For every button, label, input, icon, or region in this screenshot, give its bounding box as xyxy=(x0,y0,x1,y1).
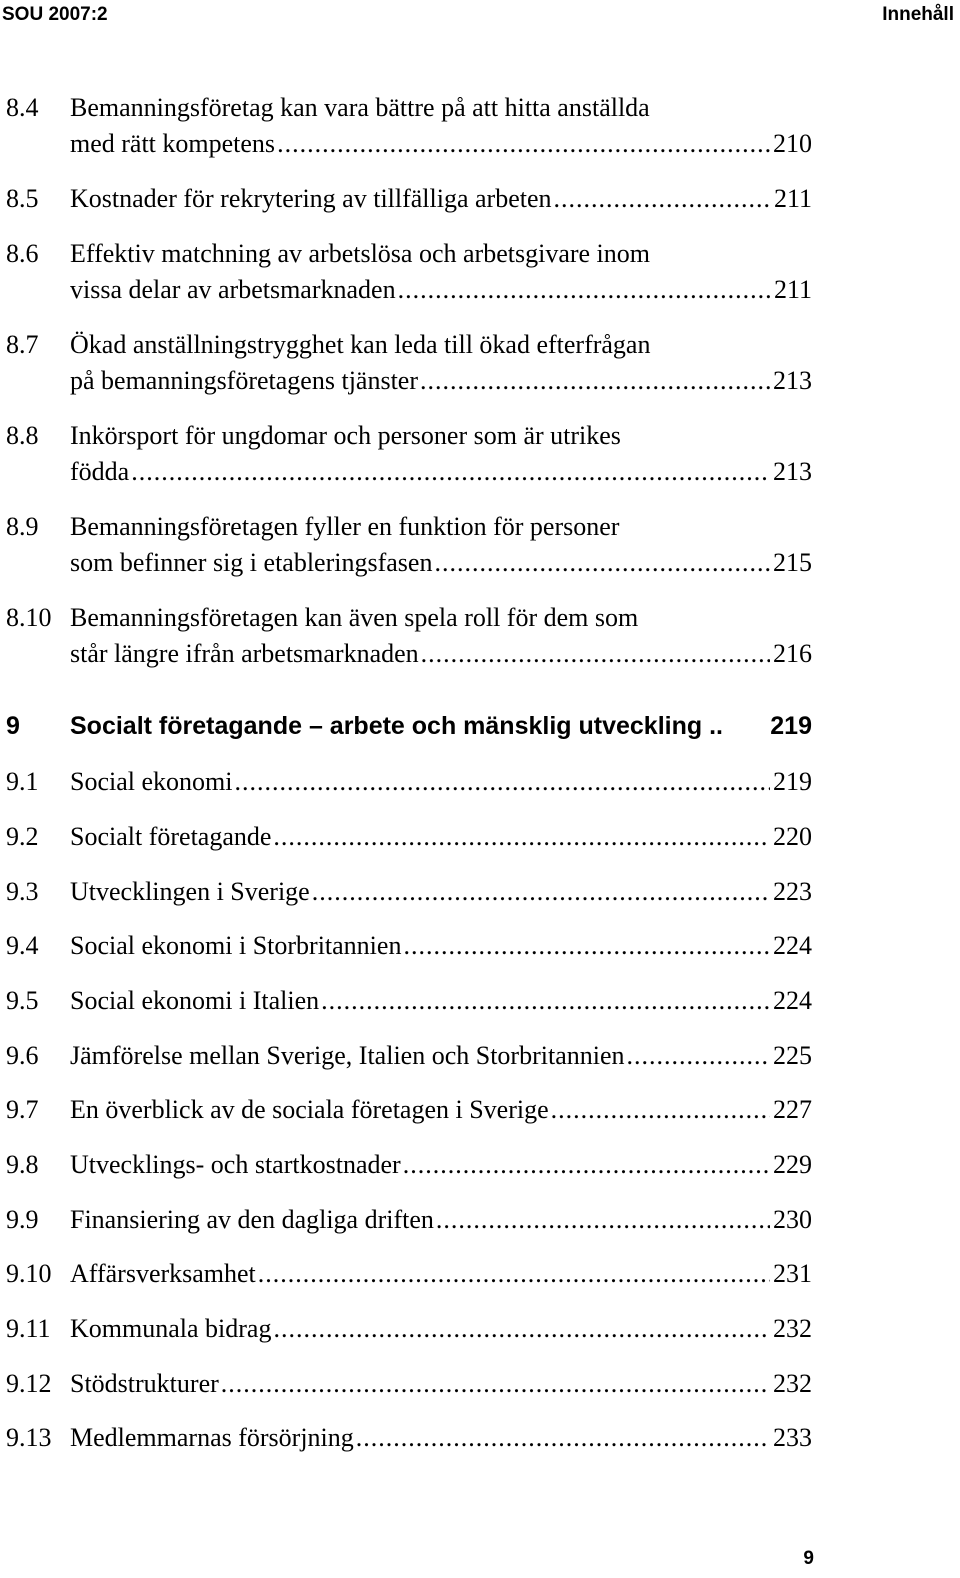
dot-leader xyxy=(221,1366,770,1402)
toc-entry-number: 9.9 xyxy=(6,1205,39,1234)
chapter-number: 9 xyxy=(6,712,20,740)
toc-entry-number: 8.9 xyxy=(6,512,39,541)
toc-entry-number: 9.4 xyxy=(6,931,39,960)
toc-entry-title-line: Kostnader för rekrytering av tillfälliga arbeten xyxy=(70,184,552,213)
toc-entry-number: 9.8 xyxy=(6,1150,39,1179)
toc-page-number: 223 xyxy=(773,877,812,906)
toc-entry-number: 9.13 xyxy=(6,1423,52,1452)
dot-leader xyxy=(234,764,770,800)
toc-page-number: 224 xyxy=(773,986,812,1015)
toc-entry-title-line: Stödstrukturer xyxy=(70,1369,219,1398)
toc-entry-title-line: En överblick av de sociala företagen i Sverige xyxy=(70,1095,549,1124)
toc-entry-title-line: Inkörsport för ungdomar och personer som är utrikes xyxy=(70,421,621,450)
toc-page-number: 229 xyxy=(773,1150,812,1179)
toc-page-number: 211 xyxy=(773,184,812,213)
toc-page-number: 230 xyxy=(773,1205,812,1234)
toc-entry-title-line: Bemanningsföretag kan vara bättre på att hitta anställda xyxy=(70,93,650,122)
toc-entry-number: 8.10 xyxy=(6,603,52,632)
toc-entry-title-line: Ökad anställningstrygghet kan leda till ökad efterfrågan xyxy=(70,330,651,359)
toc-entry-title-line: Bemanningsföretagen kan även spela roll för dem som xyxy=(70,603,639,632)
toc-entry-number: 8.6 xyxy=(6,239,39,268)
toc-entry-title-line: födda xyxy=(70,457,130,486)
toc-page-number: 219 xyxy=(773,767,812,796)
toc-entry-number: 8.5 xyxy=(6,184,39,213)
toc-entry-number: 9.7 xyxy=(6,1095,39,1124)
toc-entry-number: 9.6 xyxy=(6,1041,39,1070)
dot-leader xyxy=(356,1420,770,1456)
toc-page-number: 216 xyxy=(773,639,812,668)
toc-entry-title-line: Jämförelse mellan Sverige, Italien och Storbritannien xyxy=(70,1041,625,1070)
toc-page-number: 232 xyxy=(773,1314,812,1343)
toc-entry-title-line: vissa delar av arbetsmarknaden xyxy=(70,275,396,304)
toc-entry-number: 9.11 xyxy=(6,1314,51,1343)
toc-entry-title-line: på bemanningsföretagens tjänster xyxy=(70,366,418,395)
toc-entry-title-line: Social ekonomi xyxy=(70,767,233,796)
toc-entry-title-line: med rätt kompetens xyxy=(70,129,276,158)
dot-leader xyxy=(273,819,770,855)
toc-page-number: 232 xyxy=(773,1369,812,1398)
toc-page-number: 227 xyxy=(773,1095,812,1124)
toc-page-number: 224 xyxy=(773,931,812,960)
page-number: 9 xyxy=(803,1548,814,1569)
toc-entry-number: 8.4 xyxy=(6,93,39,122)
dot-leader xyxy=(131,454,770,490)
toc-entry-title-line: Social ekonomi i Storbritannien xyxy=(70,931,402,960)
toc-entry-number: 9.10 xyxy=(6,1259,52,1288)
toc-entry-title-line: Utvecklings- och startkostnader xyxy=(70,1150,401,1179)
chapter-page-number: 219 xyxy=(770,712,812,740)
dot-leader xyxy=(420,363,770,399)
toc-page-number: 233 xyxy=(773,1423,812,1452)
chapter-title: Socialt företagande – arbete och mänsklig utveckling .. xyxy=(70,712,723,740)
toc-entry-number: 9.1 xyxy=(6,767,39,796)
toc-entry-title-line: Utvecklingen i Sverige xyxy=(70,877,310,906)
running-header xyxy=(0,4,954,28)
dot-leader xyxy=(627,1038,771,1074)
toc-entry-title-line: står längre ifrån arbetsmarknaden xyxy=(70,639,419,668)
toc-page-number: 215 xyxy=(773,548,812,577)
dot-leader xyxy=(434,545,770,581)
report-id: SOU 2007:2 xyxy=(2,4,108,25)
toc-page-number: 213 xyxy=(773,366,812,395)
dot-leader xyxy=(551,1092,770,1128)
toc-entry-number: 9.12 xyxy=(6,1369,52,1398)
dot-leader xyxy=(273,1311,770,1347)
toc-entry-number: 8.8 xyxy=(6,421,39,450)
toc-page-number: 210 xyxy=(773,129,812,158)
toc-entry-number: 9.5 xyxy=(6,986,39,1015)
toc-entry-title-line: Finansiering av den dagliga driften xyxy=(70,1205,434,1234)
toc-entry-title-line: Effektiv matchning av arbetslösa och arbetsgivare inom xyxy=(70,239,650,268)
toc-entry-number: 9.2 xyxy=(6,822,39,851)
dot-leader xyxy=(321,983,770,1019)
toc-entry-title-line: som befinner sig i etableringsfasen xyxy=(70,548,433,577)
toc-page-number: 220 xyxy=(773,822,812,851)
toc-page-number: 225 xyxy=(773,1041,812,1070)
dot-leader xyxy=(277,126,770,162)
dot-leader xyxy=(554,181,771,217)
dot-leader xyxy=(258,1256,770,1292)
toc-entry-title-line: Affärsverksamhet xyxy=(70,1259,256,1288)
toc-page-number: 213 xyxy=(773,457,812,486)
dot-leader xyxy=(421,636,770,672)
section-title: Innehåll xyxy=(882,4,954,25)
toc-entry-number: 8.7 xyxy=(6,330,39,359)
dot-leader xyxy=(398,272,771,308)
toc-entry-title-line: Medlemmarnas försörjning xyxy=(70,1423,354,1452)
dot-leader xyxy=(312,874,770,910)
toc-entry-number: 9.3 xyxy=(6,877,39,906)
dot-leader xyxy=(403,928,770,964)
toc-entry-title-line: Kommunala bidrag xyxy=(70,1314,272,1343)
toc-entry-title-line: Social ekonomi i Italien xyxy=(70,986,320,1015)
toc-page-number: 231 xyxy=(773,1259,812,1288)
toc-entry-title-line: Bemanningsföretagen fyller en funktion för personer xyxy=(70,512,620,541)
dot-leader xyxy=(403,1147,770,1183)
toc-page-number: 211 xyxy=(773,275,812,304)
toc-entry-title-line: Socialt företagande xyxy=(70,822,272,851)
dot-leader xyxy=(436,1202,770,1238)
